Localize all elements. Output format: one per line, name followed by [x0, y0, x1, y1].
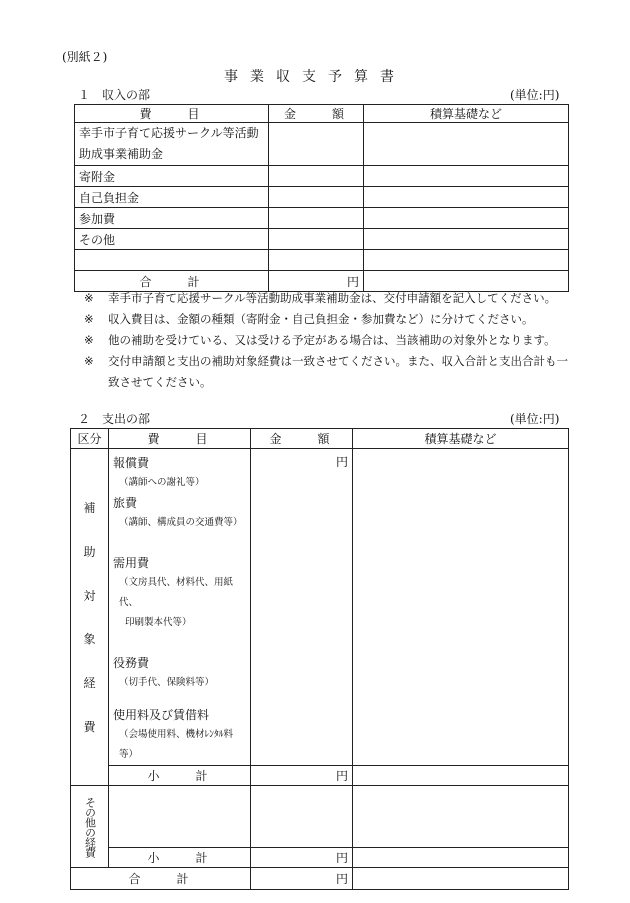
income-amount-cell[interactable]: [269, 123, 364, 166]
other-amount-cell[interactable]: [251, 786, 353, 848]
expense-item-note: （講師への謝礼等）: [119, 477, 205, 488]
subsidy-subtotal-row: [71, 766, 569, 786]
note-mark: ※: [84, 291, 94, 305]
expense-header-item: 費 目: [109, 429, 251, 449]
income-item-name: 幸手市子育て応援サークル等活動助成事業補助金: [75, 123, 269, 166]
income-total-unit: 円: [269, 271, 364, 292]
other-subtotal-unit: 円: [251, 848, 353, 868]
expense-item: [113, 453, 246, 493]
income-item-name: 寄附金: [75, 166, 269, 187]
income-basis-cell[interactable]: [364, 229, 569, 250]
other-subtotal-basis-cell[interactable]: [353, 848, 569, 868]
note-text: 幸手市子育て応援サークル等活動助成事業補助金は、交付申請額を記入してください。: [108, 291, 557, 305]
expense-total-unit: 円: [251, 868, 353, 890]
income-row: [75, 123, 569, 166]
expense-item-name: 旅費: [113, 496, 138, 510]
subsidy-char: 経: [83, 676, 96, 691]
note-text: 他の補助を受けている、又は受ける予定がある場合は、当該補助の対象外となります。: [108, 333, 556, 347]
income-table: [74, 104, 569, 292]
expense-heading: ２ 支出の部: [78, 412, 151, 426]
income-header-amount: 金 額: [269, 105, 364, 123]
expense-item: [113, 653, 246, 693]
other-subtotal-row: [71, 848, 569, 868]
income-row: [75, 229, 569, 250]
note-text: 収入費目は、金額の種類（寄附金・自己負担金・参加費など）に分けてください。: [108, 312, 534, 326]
subsidy-amount-cell[interactable]: [251, 449, 353, 766]
income-item-name: 自己負担金: [75, 187, 269, 208]
expense-header-basis: 積算基礎など: [353, 429, 569, 449]
subsidy-char: 象: [83, 632, 96, 647]
expense-item-note: （講師、構成員の交通費等）: [119, 517, 243, 528]
income-amount-cell[interactable]: [269, 208, 364, 229]
income-row: [75, 250, 569, 271]
expense-item-name: 報償費: [113, 456, 150, 470]
income-header-item: 費 目: [75, 105, 269, 123]
subsidy-category-label: [71, 472, 108, 762]
expense-header-amount: 金 額: [251, 429, 353, 449]
income-row: [75, 208, 569, 229]
note-item: [84, 351, 574, 393]
income-amount-cell[interactable]: [269, 166, 364, 187]
subsidy-char: 助: [83, 544, 96, 559]
income-amount-cell[interactable]: [269, 187, 364, 208]
document-label: (別紙２): [62, 50, 108, 64]
subsidy-category-cell: [71, 449, 109, 786]
note-mark: ※: [84, 333, 94, 347]
expense-total-label: 合 計: [71, 868, 251, 890]
subsidy-items-cell: [109, 449, 251, 766]
income-heading: １ 収入の部: [78, 88, 151, 102]
notes-list: [84, 288, 574, 393]
expense-item-note: 印刷製本代等）: [125, 617, 192, 628]
other-category-label: その他の経費: [83, 796, 97, 857]
note-mark: ※: [84, 312, 94, 326]
income-item-name: 参加費: [75, 208, 269, 229]
other-category-cell: [71, 786, 109, 868]
income-item-name: その他: [75, 229, 269, 250]
expense-item: [113, 705, 246, 765]
income-basis-cell[interactable]: [364, 123, 569, 166]
other-block-row: [71, 786, 569, 848]
note-item: [84, 330, 574, 351]
income-basis-cell[interactable]: [364, 208, 569, 229]
income-row: [75, 166, 569, 187]
other-item-cell[interactable]: [109, 786, 251, 848]
expense-header-category: 区分: [71, 429, 109, 449]
subsidy-basis-cell[interactable]: [353, 449, 569, 766]
expense-header-row: [71, 429, 569, 449]
expense-unit: (単位:円): [510, 412, 560, 426]
note-item: [84, 309, 574, 330]
expense-item: [113, 493, 246, 533]
income-amount-cell[interactable]: [269, 250, 364, 271]
income-item-name: [75, 250, 269, 271]
income-header-row: [75, 105, 569, 123]
expense-item-name: 使用料及び賃借料: [113, 708, 210, 722]
page-title: 事業収支予算書: [224, 69, 406, 85]
expense-item-note: （会場使用料、機材ﾚﾝﾀﾙ料等）: [119, 729, 234, 760]
income-basis-cell[interactable]: [364, 166, 569, 187]
subsidy-block-row: [71, 449, 569, 766]
income-basis-cell[interactable]: [364, 187, 569, 208]
expense-total-basis-cell[interactable]: [353, 868, 569, 890]
subtotal-basis-cell[interactable]: [353, 766, 569, 786]
expense-item: [113, 553, 246, 633]
income-header-basis: 積算基礎など: [364, 105, 569, 123]
other-subtotal-label: 小 計: [109, 848, 251, 868]
income-amount-cell[interactable]: [269, 229, 364, 250]
income-total-label: 合 計: [75, 271, 269, 292]
expense-item-name: 役務費: [113, 656, 150, 670]
expense-table: [70, 428, 569, 890]
income-row: [75, 187, 569, 208]
income-unit: (単位:円): [510, 88, 560, 102]
subsidy-char: 費: [83, 720, 96, 735]
note-text: 交付申請額と支出の補助対象経費は一致させてください。また、収入合計と支出合計も一致させてください。: [108, 354, 568, 389]
note-item: [84, 288, 574, 309]
expense-item-note: （切手代、保険料等）: [119, 677, 215, 688]
yen-unit: 円: [335, 455, 348, 469]
subtotal-unit: 円: [251, 766, 353, 786]
income-basis-cell[interactable]: [364, 250, 569, 271]
expense-total-row: [71, 868, 569, 890]
note-mark: ※: [84, 354, 94, 368]
subsidy-char: 補: [83, 500, 96, 515]
expense-item-note: （文房具代、材料代、用紙代、: [119, 577, 234, 608]
expense-item-name: 需用費: [113, 556, 150, 570]
subtotal-label: 小 計: [109, 766, 251, 786]
subsidy-char: 対: [83, 588, 96, 603]
other-basis-cell[interactable]: [353, 786, 569, 848]
